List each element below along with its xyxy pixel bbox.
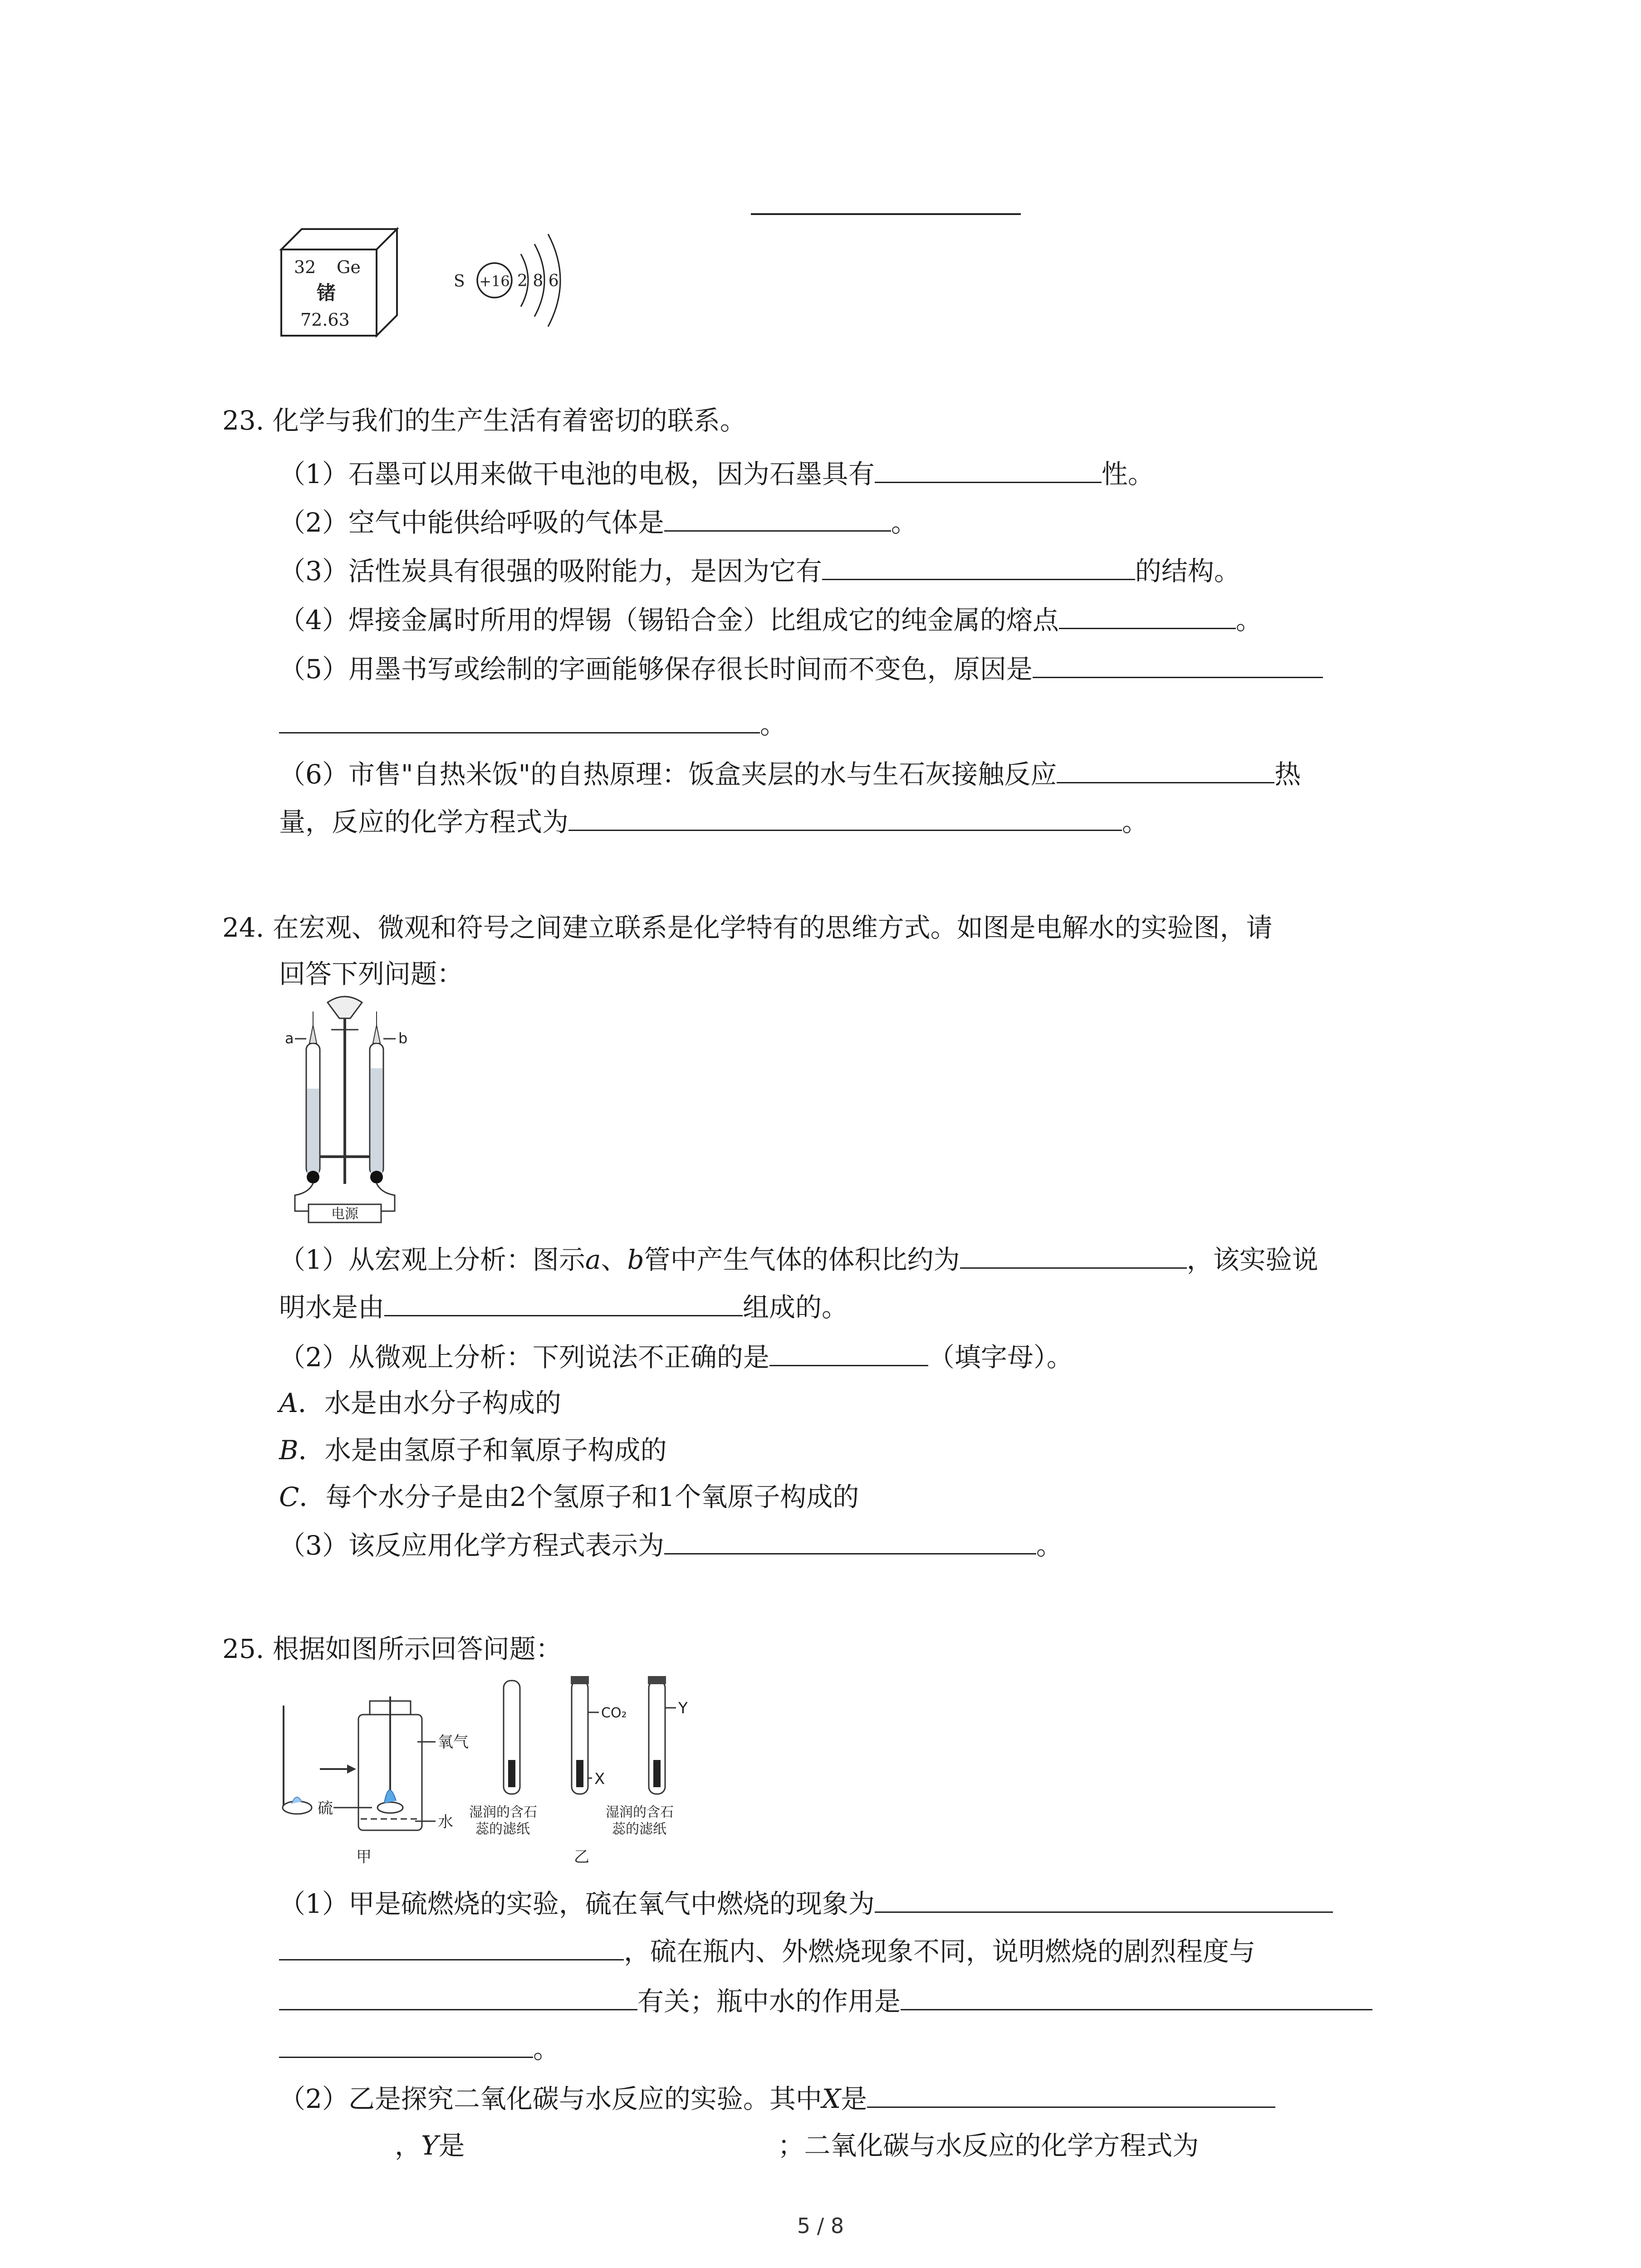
answer-blank (279, 1984, 637, 2010)
part-text: 。 (1036, 1530, 1063, 1561)
part-text: 性。 (1101, 459, 1154, 489)
option-letter: B (279, 1435, 299, 1466)
part-text: 。 (891, 507, 917, 538)
element-name: 锗 (317, 282, 336, 304)
question-text: 化学与我们的生产生活有着密切的联系。 (272, 405, 746, 436)
part-text: ；二氧化碳与水反应的化学方程式为 (778, 2130, 1199, 2161)
part-text: 。 (533, 2033, 560, 2064)
co2-label: CO₂ (601, 1705, 627, 1721)
part-text: 组成的。 (743, 1292, 848, 1323)
q23-part-5-cont (279, 708, 786, 740)
part-text: （3）活性炭具有很强的吸附能力，是因为它有 (279, 556, 822, 587)
water-electrolysis-figure (277, 993, 413, 1225)
part-text: （6）市售"自热米饭"的自热原理：饭盒夹层的水与生石灰接触反应 (279, 759, 1057, 790)
part-text: 。 (760, 709, 787, 740)
part-text: 明水是由 (279, 1292, 385, 1323)
answer-blank (751, 213, 1021, 215)
part-text: （1）石墨可以用来做干电池的电极，因为石墨具有 (279, 459, 875, 489)
variable-a: a (585, 1244, 601, 1275)
option-letter: A (279, 1388, 298, 1418)
filter-paper-label-1a: 湿润的含石 (469, 1804, 537, 1820)
figure-jia-label: 甲 (356, 1848, 372, 1866)
part-text: 、 (601, 1244, 627, 1275)
answer-blank (1057, 758, 1274, 783)
question-number: 25. (222, 1633, 265, 1664)
answer-blank (960, 1243, 1187, 1269)
q25-part-2 (279, 2082, 1275, 2115)
part-text: 的结构。 (1135, 556, 1240, 587)
answer-blank (769, 1340, 928, 1366)
part-text: （4）焊接金属时所用的焊锡（锡铅合金）比组成它的纯金属的熔点 (279, 605, 1059, 635)
part-text: （1）从宏观上分析：图示 (279, 1244, 585, 1275)
q23-part-2 (279, 506, 917, 538)
filter-paper-label-2b: 蕊的滤纸 (612, 1821, 666, 1837)
part-text: 。 (1235, 605, 1262, 635)
tube-a-label: a (285, 1030, 294, 1047)
part-text: ，硫在瓶内、外燃烧现象不同，说明燃烧的剧烈程度与 (624, 1936, 1256, 1967)
question-text: 回答下列问题： (279, 958, 464, 989)
part-text: 管中产生气体的体积比约为 (644, 1244, 960, 1275)
part-text: （填字母）。 (928, 1342, 1073, 1373)
part-text: （2）乙是探究二氧化碳与水反应的实验。其中 (279, 2083, 822, 2114)
co2-water-experiment-figure (463, 1669, 708, 1869)
question-23-stem (222, 405, 746, 436)
sulfur-atom-structure-figure (449, 222, 585, 342)
element-card-figure (272, 222, 404, 342)
part-text: （2）从微观上分析：下列说法不正确的是 (279, 1342, 769, 1373)
q25-part-1-cont2 (279, 1984, 1372, 2017)
part-text: 。 (1122, 807, 1149, 837)
part-text: （5）用墨书写或绘制的字画能够保存很长时间而不变色，原因是 (279, 654, 1033, 684)
option-text: ．每个水分子是由2个氢原子和1个氧原子构成的 (299, 1481, 859, 1512)
answer-blank (279, 1935, 624, 1960)
q23-part-3 (279, 554, 1240, 587)
q23-part-5 (279, 652, 1323, 685)
part-text: ， (395, 2130, 421, 2161)
q24-part-1 (279, 1243, 1318, 1276)
option-letter: C (279, 1481, 299, 1512)
tube-b-label: b (398, 1030, 408, 1047)
q24-option-a (279, 1387, 561, 1419)
q23-part-1 (279, 457, 1154, 490)
q24-option-c (279, 1481, 859, 1513)
page-number: 5 / 8 (797, 2214, 844, 2238)
answer-blank (822, 554, 1135, 580)
q25-part-2-cont (395, 2130, 1199, 2161)
q23-part-6 (279, 758, 1301, 790)
option-text: ．水是由水分子构成的 (298, 1388, 561, 1418)
q24-part-1-cont (279, 1290, 848, 1323)
variable-b: b (627, 1244, 644, 1275)
question-24-stem (222, 912, 1273, 943)
answer-blank (664, 1529, 1036, 1554)
filter-paper-label-1b: 蕊的滤纸 (475, 1821, 530, 1837)
answer-blank (867, 2082, 1275, 2108)
question-text: 根据如图所示回答问题： (272, 1633, 562, 1664)
part-text: ，该实验说 (1186, 1244, 1318, 1275)
filter-paper-label-2a: 湿润的含石 (606, 1804, 674, 1820)
part-text: 是 (841, 2083, 867, 2114)
q23-part-4 (279, 603, 1262, 636)
element-number: 32 (294, 257, 316, 277)
q25-part-1-cont (279, 1935, 1255, 1967)
q25-part-1-cont3 (279, 2032, 559, 2065)
sulfur-label: 硫 (318, 1799, 333, 1818)
variable-x: X (822, 2083, 841, 2114)
answer-blank (875, 457, 1102, 483)
answer-blank (279, 708, 760, 733)
atomic-mass: 72.63 (300, 310, 350, 330)
question-24-stem-cont (279, 958, 463, 990)
question-number: 23. (222, 405, 265, 436)
answer-blank (279, 2032, 533, 2058)
answer-blank (664, 506, 891, 532)
part-text: 热 (1274, 759, 1301, 790)
answer-blank (568, 805, 1122, 831)
atom-symbol: S (454, 272, 465, 291)
question-text: 在宏观、微观和符号之间建立联系是化学特有的思维方式。如图是电解水的实验图，请 (272, 912, 1273, 943)
answer-blank (901, 1984, 1372, 2010)
q23-part-6-cont (279, 805, 1148, 838)
nucleus-charge: +16 (479, 273, 510, 290)
answer-blank (875, 1887, 1333, 1913)
part-text: 量，反应的化学方程式为 (279, 807, 569, 837)
q24-part-3 (279, 1529, 1063, 1561)
power-source-label: 电源 (331, 1206, 358, 1222)
question-number: 24. (222, 912, 265, 943)
q25-part-1 (279, 1887, 1333, 1920)
element-symbol: Ge (337, 257, 361, 277)
y-label: Y (678, 1699, 688, 1717)
question-25-stem (222, 1633, 562, 1665)
figure-yi-label: 乙 (574, 1848, 589, 1866)
part-text: （3）该反应用化学方程式表示为 (279, 1530, 664, 1561)
q24-part-2 (279, 1340, 1073, 1373)
x-label: X (594, 1770, 605, 1788)
option-text: ．水是由氢原子和氧原子构成的 (298, 1435, 667, 1466)
answer-blank (1033, 652, 1323, 678)
electron-shells: 2 8 6 (517, 272, 559, 290)
part-text: （1）甲是硫燃烧的实验，硫在氧气中燃烧的现象为 (279, 1888, 875, 1919)
part-text: 是 (438, 2130, 465, 2161)
part-text: 有关；瓶中水的作用是 (637, 1986, 901, 2017)
answer-blank (384, 1290, 743, 1316)
part-text: （2）空气中能供给呼吸的气体是 (279, 507, 664, 538)
oxygen-label: 氧气 (438, 1733, 469, 1751)
water-label: 水 (438, 1813, 453, 1831)
variable-y: Y (421, 2130, 439, 2161)
answer-blank (1059, 603, 1236, 629)
q24-option-b (279, 1434, 667, 1466)
